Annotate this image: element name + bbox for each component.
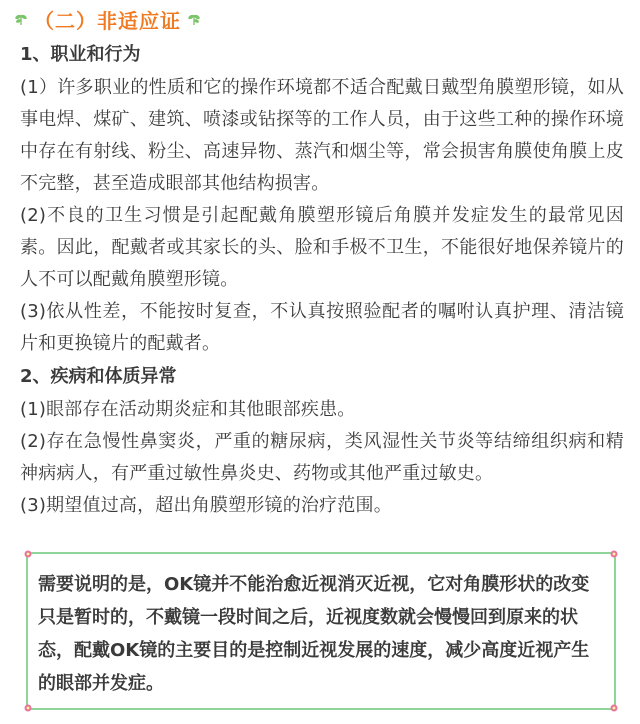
leaf-icon [187, 12, 201, 26]
article-body [20, 38, 624, 522]
paragraph: (1)眼部存在活动期炎症和其他眼部疾患。 [20, 399, 356, 420]
section-heading: 2、疾病和体质异常 [20, 366, 177, 387]
flower-corner-icon [23, 703, 33, 713]
paragraph: (3)依从性差，不能按时复查，不认真按照验配者的嘱咐认真护理、清洁镜片和更换镜片的配戴者。 [20, 301, 624, 354]
flower-corner-icon [609, 703, 619, 713]
section-heading: 1、职业和行为 [20, 44, 141, 65]
paragraph: (2)存在急慢性鼻窦炎，严重的糖尿病，类风湿性关节炎等结缔组织病和精神病病人，有严重过敏性鼻炎史、药物或其他严重过敏史。 [20, 431, 624, 484]
note-box [26, 552, 616, 710]
section-title [14, 4, 201, 34]
title-text: （二）非适应证 [34, 8, 181, 33]
flower-corner-icon [23, 549, 33, 559]
paragraph: (1）许多职业的性质和它的操作环境都不适合配戴日戴型角膜塑形镜，如从事电焊、煤矿、建筑、喷漆或钻探等的工作人员，由于这些工种的操作环境中存在有射线、粉尘、高速异物、蒸汽和烟尘等，常会损害角膜使角膜上皮不完整，甚至造成眼部其他结构损害。 [20, 77, 624, 194]
paragraph: (2)不良的卫生习惯是引起配戴角膜塑形镜后角膜并发症发生的最常见因素。因此，配戴者或其家长的头、脸和手极不卫生，不能很好地保养镜片的人不可以配戴角膜塑形镜。 [20, 205, 624, 290]
flower-corner-icon [609, 549, 619, 559]
paragraph: (3)期望值过高，超出角膜塑形镜的治疗范围。 [20, 495, 392, 516]
note-text: 需要说明的是，OK镜并不能治愈近视消灭近视，它对角膜形状的改变只是暂时的，不戴镜一段时间之后，近视度数就会慢慢回到原来的状态，配戴OK镜的主要目的是控制近视发展的速度，减少高度近视产生的眼部并发症。 [38, 574, 590, 694]
leaf-icon [14, 12, 28, 26]
